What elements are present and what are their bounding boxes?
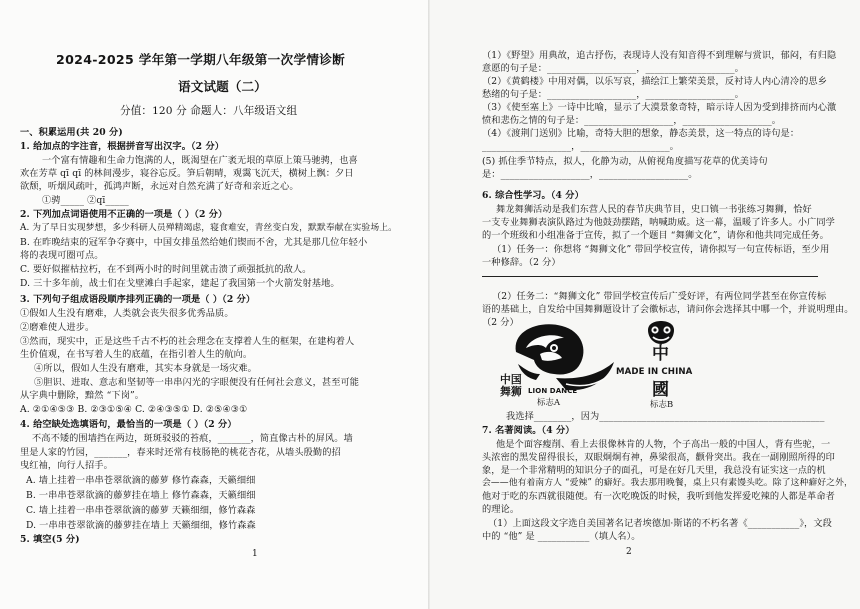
logo-a-cn2: 舞狮 (500, 385, 522, 398)
page-two (430, 0, 860, 609)
question-1: 1. 给加点的字注音，根据拼音写出汉字。（2 分） (20, 141, 225, 152)
q2-option: D. 三十多年前，战士们在戈壁滩白手起家，建起了我国第一个火箭发射基地。 (20, 278, 340, 289)
q5-line: （2）《黄鹤楼》中用对偶，以乐写哀，描绘江上繁荣美景，反衬诗人内心清冷的思乡 (482, 76, 827, 87)
logo-a-caption: 标志A (537, 397, 561, 407)
q6-task-two: 语的基础上，自发给中国舞狮题设计了会徽标志，请问你会选择其中哪一个，并说明理由。 (482, 304, 854, 315)
q2-option: A. 为了早日实现梦想，多少科研人员殚精竭虑，寝食难安，青丝变白发，默默奉献在实验场上。 (20, 223, 398, 233)
section-heading: 一、积累运用(共 20 分) (20, 127, 123, 138)
q6-task-one: （1）任务一：你想将 “舞狮文化” 带回学校宣传，请你拟写一句宣传标语，至少用 (492, 244, 830, 255)
q4-option: B. 一串串苍翠欲滴的藤萝挂在墙上 修竹森森，天籁细细 (26, 490, 256, 501)
question-6: 6. 综合性学习。（4 分） (482, 190, 584, 201)
q3-sentence: ③然而，现实中，正是这些千古不朽的社会理念在支撑着人生的框架，在建构着人 (20, 336, 355, 347)
q7-subquestion: （1）上面这段文字选自美国著名记者埃德加·斯诺的不朽名著《___________》，文段 (488, 518, 832, 529)
q7-passage-line: 他是个面容瘦削、看上去很像林肯的人物，个子高出一般的中国人，背有些驼，一 (496, 439, 831, 450)
q3-options: A. ②①④⑤③ B. ②③①⑤④ C. ②④③⑤① D. ②⑤④③① (20, 404, 248, 415)
question-5: 5. 填空(5 分) (20, 534, 80, 545)
q4-passage-line: 曳红袖，向行人招手。 (20, 460, 113, 471)
q6-task-two: （2）任务二：“舞狮文化” 带回学校宣传后广受好评，有两位同学甚至在你宣传标 (492, 291, 827, 302)
q5-line: （4）《渡荆门送别》比喻，奇特大胆的想象，静态美景，这一特点的诗句是： (482, 128, 800, 139)
question-4: 4. 给空缺处选填语句，最恰当的一项是（ ）（2 分） (20, 419, 237, 430)
q6-passage-line: 舞龙舞狮活动是我们东营人民的春节庆典节目，史口镇一书张练习舞狮，恰好 (496, 204, 812, 215)
exam-subtitle: 语文试题（二） (178, 79, 267, 94)
q2-option: 将的表现可圈可点。 (20, 250, 104, 261)
question-2: 2. 下列加点词语使用不正确的一项是（ ）（2 分） (20, 209, 228, 220)
q5-line: (5) 抓住季节特点，拟人，化静为动，从俯视角度描写花草的优美诗句 (482, 156, 768, 167)
exam-meta: 分值：120 分 命题人：八年级语文组 (120, 105, 298, 117)
logo-a-en: LION DANCE (528, 387, 578, 395)
q3-sentence: 从字典中删除，黯然 “下岗”。 (20, 390, 145, 401)
q6-task-one: 一种修辞。（2 分） (482, 257, 561, 268)
question-3: 3. 下列句子组成语段顺序排列正确的一项是（ ）（2 分） (20, 294, 256, 305)
question-7: 7. 名著阅读。（4 分） (482, 425, 575, 436)
page-number: 1 (252, 549, 258, 559)
q3-sentence: ①假如人生没有磨难，人类就会丧失很多优秀品质。 (20, 308, 234, 319)
q4-option: D. 一串串苍翠欲滴的藤萝挂在墙上 天籁细细，修竹森森 (26, 520, 256, 531)
q5-line: （3）《使至塞上》一诗中比喻，显示了大漠景象奇特，暗示诗人因为受到排挤而内心激 (482, 102, 837, 113)
q4-passage-line: 不高不矮的围墙挡在两边，斑斑驳驳的苔痕，_______，简直像古朴的屏风。墙 (32, 433, 353, 444)
q4-option: A. 墙上挂着一串串苍翠欲滴的藤萝 修竹森森，天籁细细 (26, 475, 256, 486)
q3-sentence: ⑤胆识、进取、意志和坚韧等一串串闪光的字眼便没有任何社会意义，甚至可能 (34, 377, 360, 388)
logo-a-cn: 中国 (500, 373, 522, 386)
q1-answer-blanks: ①骋_____ ②qī_____ (42, 195, 129, 206)
q5-line: （1）《野望》用典故，追古抒伤，表现诗人没有知音得不到理解与赏识，郁闷，有归隐 (482, 50, 837, 61)
logo-b-top-char: 中 (652, 344, 670, 364)
logo-b-en: MADE IN CHINA (616, 367, 693, 377)
exam-title: 2024-2025 学年第一学期八年级第一次学情诊断 (56, 52, 346, 67)
q5-line: 愁绪的句子是：___________________，___________________。 (482, 89, 744, 100)
q1-passage-line: 欲颓，听烟风疏叶，孤鸿声断，永远对自然充满了好奇和亲近之心。 (20, 181, 299, 192)
q6-passage-line: 的一个班级和小组准备于宣传，拟了一个题目 “舞狮文化”，请你和他共同完成任务。 (482, 230, 829, 241)
q7-passage-line: 的理论。 (482, 504, 520, 515)
q7-passage-line: 他对于吃的东西就很随便。有一次吃晚饭的时候，我听到他发挥爱吃辣的人都是革命者 (482, 491, 835, 502)
q5-line: 意愿的句子是：___________________，___________________。 (482, 63, 744, 74)
answer-line (482, 276, 818, 277)
choice-answer-line: 我选择________，因为________________________________________________ (506, 411, 825, 422)
q5-line: 愤和悲伤之情的句子是：___________________，___________________。 (482, 115, 782, 126)
page-number: 2 (626, 547, 632, 557)
q2-option: C. 要好似摧枯拉朽，在不到两小时的时间里就击溃了顽强抵抗的敌人。 (20, 264, 312, 275)
q7-subquestion: 中的 “他” 是 ___________（填人名）。 (482, 531, 641, 542)
logo-b-caption: 标志B (650, 399, 674, 409)
q1-passage-line: 欢在芳草 qī qī 的林间漫步，寝谷忘反。笋后朝晴，观霭飞沉天，横树上飘：夕日 (20, 168, 354, 179)
logo-b-bottom-char: 國 (652, 380, 670, 400)
q6-passage-line: 一支专业舞狮表演队路过为他鼓劲摆踏，呐喊助威。这一幕，温暖了许多人。小广同学 (482, 217, 835, 228)
q1-passage-line: 一个富有情趣和生命力饱满的人，既渴望在广袤无垠的草原上策马驰骋，也喜 (42, 155, 358, 166)
q4-option: C. 墙上挂着一串串苍翠欲滴的藤萝 天籁细细，修竹森森 (26, 505, 256, 516)
q7-passage-line: 象，是一个非常精明的知识分子的面孔，可是在好几天里，我总没有证实这一点的机 (482, 465, 826, 476)
q7-passage-line: 会——他有着南方人 “爱辣” 的癖好。我去那用晚餐，桌上只有素馒头吃。除了这种癖好之外， (482, 478, 853, 488)
q3-sentence: 生价值观，在书写着人生的底蕴，在指引着人生的航向。 (20, 349, 253, 360)
q5-line: ___________________，___________________。 (482, 141, 679, 152)
q3-sentence: ②磨难使人进步。 (20, 322, 95, 333)
q4-passage-line: 里是人家的竹园，_______，春来时还常有枝肠艳的桃花杏花，从墙头殷勤的招 (20, 447, 341, 458)
q6-task-two: （2 分） (482, 317, 519, 328)
q7-passage-line: 头浓密的黑发留得很长，双眼炯炯有神，鼻梁很高，颧骨突出。我在一副刚照所得的印 (482, 452, 835, 463)
lion-head-icon (644, 320, 678, 346)
q5-line: 是：___________________，___________________。 (482, 169, 698, 180)
q2-option: B. 在昨晚结束的冠军争夺赛中，中国女排虽然给她们锲而不舍，尤其是那几位年轻小 (20, 237, 368, 248)
q3-sentence: ④所以，假如人生没有磨难，其实本身就是一场灾难。 (34, 363, 257, 374)
